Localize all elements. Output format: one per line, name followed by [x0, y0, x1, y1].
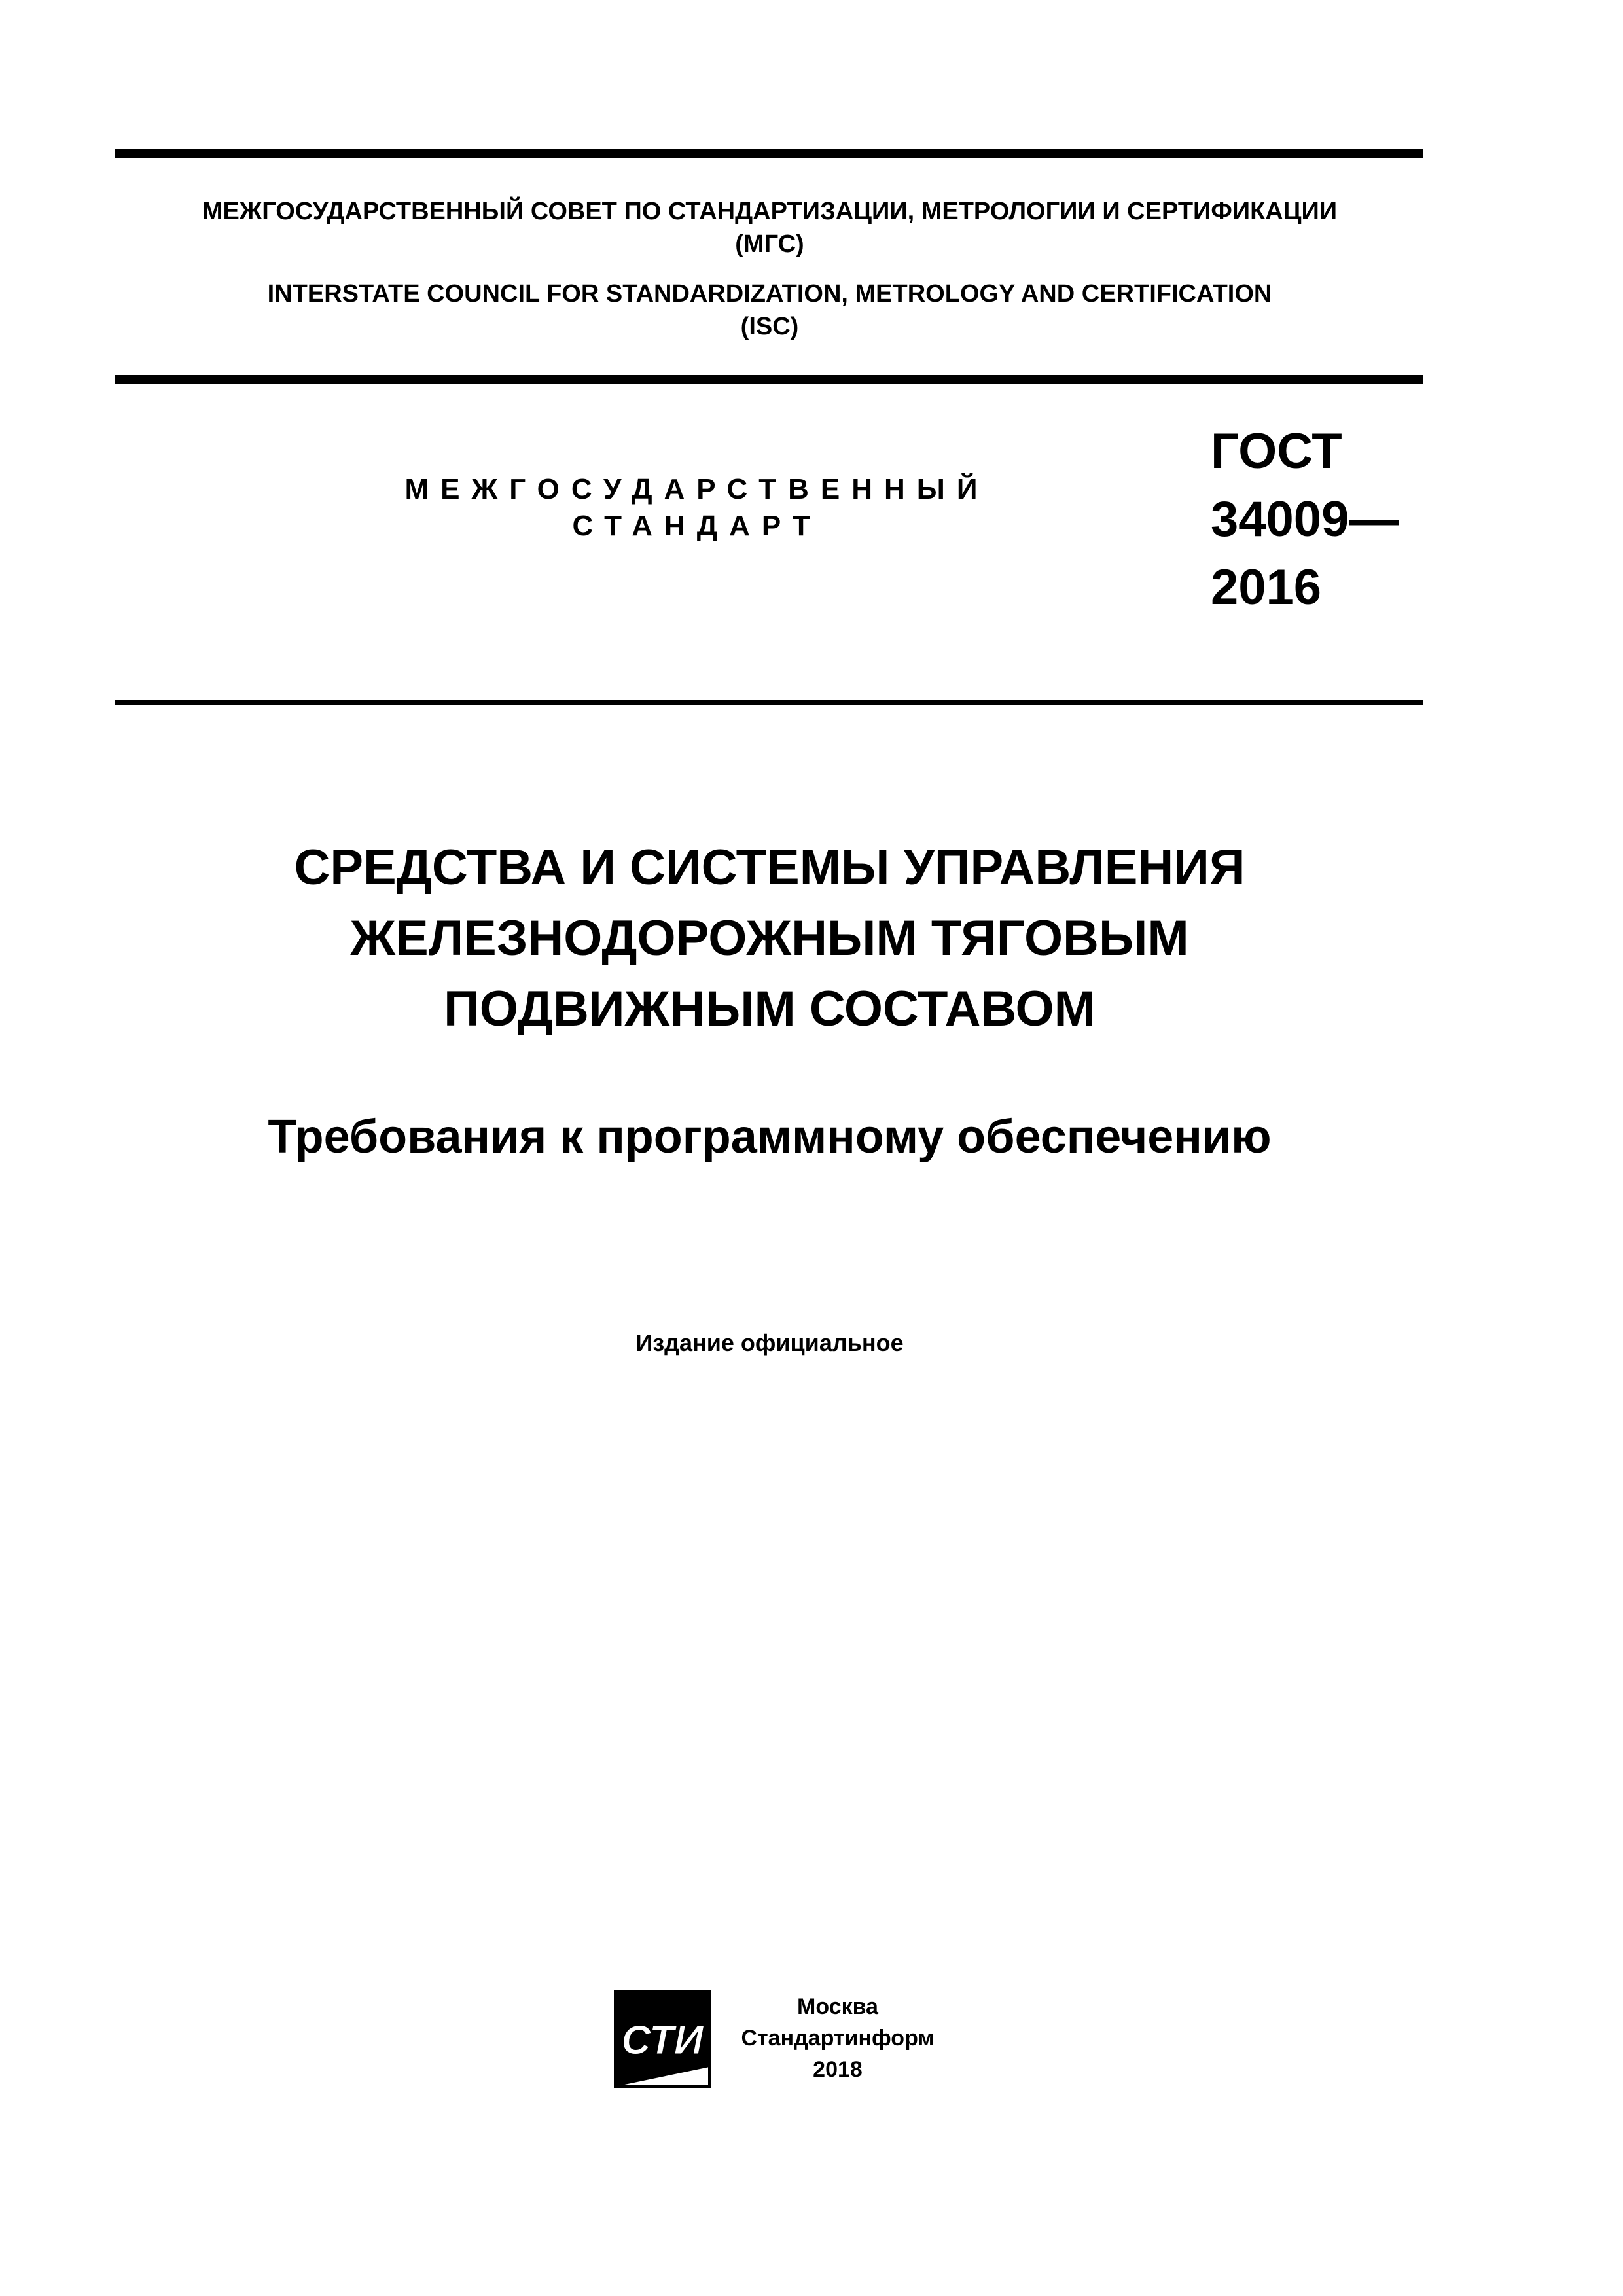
top-rule: [115, 149, 1423, 158]
council-abbr-en: (ISC): [740, 313, 799, 340]
standard-number: 34009—: [1211, 492, 1399, 547]
standard-type: [366, 471, 1027, 545]
document-title-line2: ЖЕЛЕЗНОДОРОЖНЫМ ТЯГОВЫМ: [350, 910, 1189, 966]
standard-year: 2016: [1211, 560, 1322, 615]
standard-prefix: ГОСТ: [1211, 423, 1342, 479]
publisher-name: Стандартинформ: [741, 2026, 935, 2051]
publisher-city: Москва: [797, 1994, 878, 2019]
council-name-en-line1: INTERSTATE COUNCIL FOR STANDARDIZATION, METROLOGY AND CERTIFICATION: [267, 280, 1272, 308]
council-name-ru: [115, 195, 1424, 260]
document-title-line3: ПОДВИЖНЫМ СОСТАВОМ: [444, 981, 1096, 1037]
lower-rule: [115, 700, 1423, 705]
logo-text: СТИ: [621, 2018, 704, 2063]
standard-type-line1: МЕЖГОСУДАРСТВЕННЫЙ: [404, 473, 990, 505]
document-title-line1: СРЕДСТВА И СИСТЕМЫ УПРАВЛЕНИЯ: [294, 840, 1245, 895]
publisher-block: [726, 1991, 949, 2085]
council-name-ru-line1: МЕЖГОСУДАРСТВЕННЫЙ СОВЕТ ПО СТАНДАРТИЗАЦИИ, МЕТРОЛОГИИ И СЕРТИФИКАЦИИ: [202, 198, 1338, 225]
standard-type-line2: СТАНДАРТ: [572, 510, 822, 542]
middle-rule: [115, 375, 1423, 384]
publisher-year: 2018: [813, 2057, 863, 2082]
document-title: [115, 833, 1424, 1045]
council-name-en: [115, 278, 1424, 343]
council-abbr-ru: (МГС): [735, 230, 804, 258]
standartinform-logo-icon: [614, 1990, 711, 2088]
standard-designation: [1211, 418, 1420, 622]
document-subtitle: Требования к программному обеспечению: [268, 1111, 1272, 1163]
edition-label: Издание официальное: [635, 1329, 904, 1356]
